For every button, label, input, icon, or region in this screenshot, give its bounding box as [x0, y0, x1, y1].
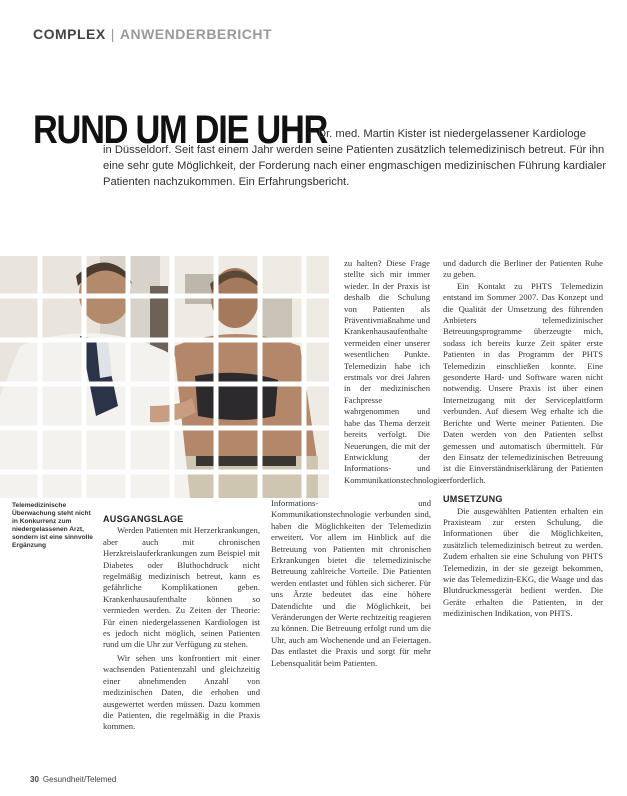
heading-ausgangslage: AUSGANGSLAGE — [103, 514, 184, 524]
column-2-bottom-text: Informations- und Kommunikationstechnologie verbunden sind, haben die Möglichkeiten der Telemedizin erweitert. Vor allem im Hinblick auf die Betreuung von Patienten mit chronischen Erkrankungen bietet die telemedizinische Betreuung zahlreiche Vorteile. Die Patienten werden entlastet und fühlen sich sicherer. Für uns Ärzte bedeutet das eine höhere Datendichte und die Möglichkeit, bei Veränderungen der Werte rechtzeitig reagieren zu können. Die Betreuung erfolgt rund um die Uhr, auch am Wochenende und an Feiertagen. Das entlastet die Praxis und sorgt für mehr Lebensqualität beim Patienten. — [271, 498, 431, 668]
lead-line-2: in Düsseldorf. Seit fast einem Jahr werden seine Patienten zusätzlich telemedizinisch betreut. Für ihn — [103, 144, 605, 156]
article-headline: RUND UM DIE UHR — [33, 108, 328, 152]
article-photo — [0, 256, 329, 498]
photo-caption: Telemedizinische Überwachung steht nicht in Konkurrenz zum niedergelassenen Arzt, sondern ist eine sinnvolle Ergänzung — [12, 502, 93, 549]
section-label: COMPLEX — [33, 26, 106, 42]
column-1 — [103, 514, 260, 733]
column-1-paragraph: Wir sehen uns konfrontiert mit einer wachsenden Patientenzahl und gleichzeitig einer abnehmenden Anzahl von medizinischen Daten, die erhoben und ausgewertet werden müssen. Dazu kommen die Patienten, die regelmäßig in die Praxis kommen. — [103, 652, 260, 732]
column-2-bottom — [271, 498, 431, 669]
section-kicker — [33, 26, 272, 42]
publication-name: Gesundheit/Telemed — [42, 775, 117, 784]
page-footer — [30, 775, 116, 784]
page-number: 30 — [30, 775, 39, 784]
heading-umsetzung: UMSETZUNG — [443, 494, 503, 505]
column-2-top-text: zu halten? Diese Frage stellte sich mir immer wieder. In der Praxis ist deshalb die Schulung von Patienten als Präventivmaßnahme und Krankenhausaufenthalte vermeiden einer unserer wesentlichen Punkte. Telemedizin habe ich erstmals vor drei Jahren in der medizinischen Fachpresse wahrgenommen und habe das Thema derzeit bereits verfolgt. Die Neuerungen, die mit der Entwicklung der Informations- und Kommunikationstechnologie — [344, 258, 444, 485]
column-3-paragraph: Die ausgewählten Patienten erhalten ein Praxisteam zur ersten Schulung, die Informationen über die Möglichkeiten, zusätzlich telemedizinisch betreut zu werden. Zudem erhalten sie eine Schulung von PHTS Telemedizin, in der sie gezeigt bekommen, wie das Telemedizin-EKG, die Waage und das Blutdruckmessgerät bedient werden. Die Geräte erhalten die Patienten, in der medizinischen Indikation, von PHTS. — [443, 505, 603, 619]
lead-line-3: eine sehr gute Möglichkeit, der Forderung nach einer engmaschigen medizinischen Führung kardialer — [103, 160, 607, 172]
kicker-separator: | — [110, 26, 115, 42]
lead-line-1: Dr. med. Martin Kister ist niedergelassener Kardiologe — [318, 128, 587, 140]
column-2-top — [344, 258, 444, 486]
column-3-paragraph: Ein Kontakt zu PHTS Telemedizin entstand im Sommer 2007. Das Konzept und die Qualität der Umsetzung des führenden Anbieters telemedizinischer Betreuungsprogramme überzeugte mich, sodass ich bereits kurze Zeit später erste Patienten in das Programm der PHTS Telemedizin einschließen konnte. Eine gesonderte Hard- und Software waren nicht notwendig. Unsere Praxis ist über einen Internetzugang mit der Serviceplattform verbunden. Auf diesem Weg erhalte ich die Berichte und Werte meiner Patienten. Die Daten werden von den Patienten selbst gemessen und automatisch übermittelt. Für den Einsatz der telemedizinischen Betreuung ist die Einverständniserklärung der Patienten erforderlich. — [443, 280, 603, 485]
photo-illustration — [0, 256, 329, 498]
column-3 — [443, 258, 603, 620]
category-label: ANWENDERBERICHT — [119, 26, 273, 42]
column-1-paragraph: Werden Patienten mit Herzerkrankungen, aber auch mit chronischen Herzkreislauferkrankungen zum Beispiel mit Diabetes oder Bluthochdruck nicht regelmäßig medizinisch betreut, kann es gefährliche Komplikationen geben. Krankenhausaufenthalte können so vermieden werden. Zu Zeiten der Theorie: Für einen niedergelassenen Kardiologen ist es jedoch nicht möglich, seinen Patienten rund um die Uhr zur Verfügung zu stehen. — [103, 525, 260, 650]
lead-line-4: Patienten nachzukommen. Ein Erfahrungsbericht. — [103, 176, 350, 188]
column-3-paragraph: und dadurch die Berliner der Patienten Ruhe zu geben. — [443, 258, 603, 280]
